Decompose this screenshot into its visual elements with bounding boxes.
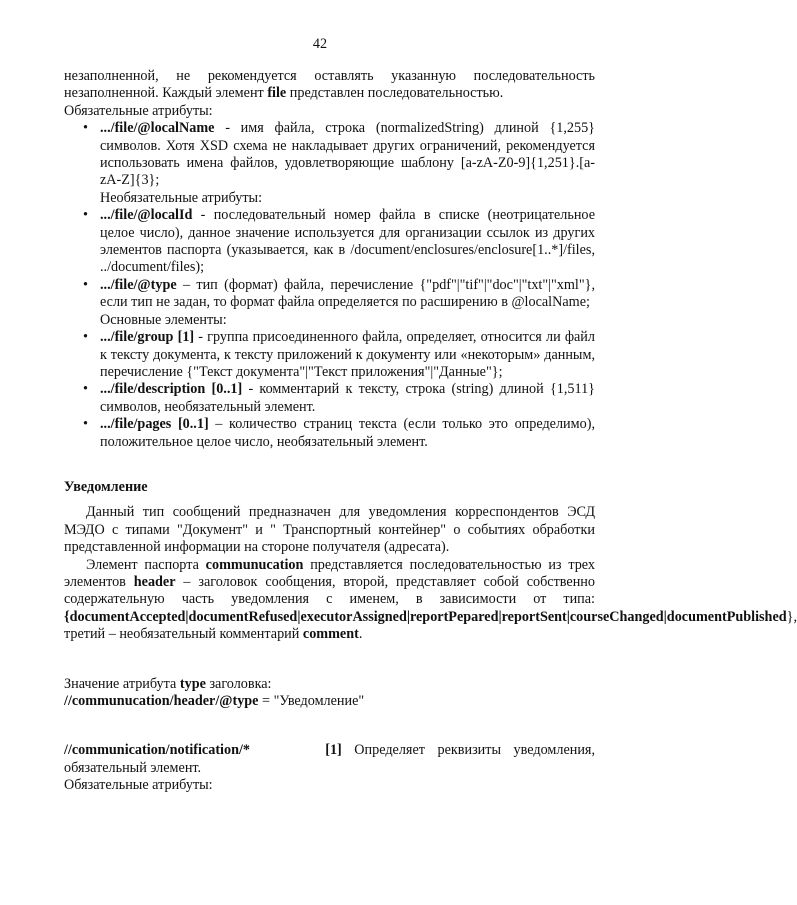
main-elements-label: Основные элементы: xyxy=(100,311,227,328)
list-item: • .../file/pages [0..1] – количество страниц текста (если только это определимо), положительное целое число, необязательный элемент. xyxy=(83,416,595,450)
bullet-icon: • xyxy=(83,416,88,433)
required-attributes-label-2: Обязательные атрибуты: xyxy=(64,777,213,794)
notification-paragraph: //communication/notification/* [1] Определяет реквизиты уведомления, обязательный элемент. xyxy=(64,742,596,776)
file-optional-attributes-list xyxy=(64,207,595,311)
section-title: Уведомление xyxy=(64,478,148,495)
type-value-paragraph: Значение атрибута type заголовка: xyxy=(64,675,272,692)
section-paragraph: Данный тип сообщений предназначен для уведомления корреспондентов ЭСД МЭДО с типами "Документ" и " Транспортный контейнер" о событиях обработки представленной информации на стороне получателя (адресата). xyxy=(64,504,595,556)
file-required-attributes-list xyxy=(64,120,595,190)
bullet-icon: • xyxy=(83,276,88,293)
communication-paragraph: Элемент паспорта communucation представляется последовательностью из трех элементов header – заголовок сообщения, второй, представляет собой собственно содержательную часть уведомления с именем, в зависимости от типа: {documentAccepted|documentRefused|executorAssigned|reportPepared|reportSent|courseChanged|documentPublished}, третий – необязательный комментарий comment. xyxy=(64,556,797,643)
type-path-line: //communucation/header/@type = "Уведомление" xyxy=(64,693,365,709)
optional-attributes-label: Необязательные атрибуты: xyxy=(100,189,263,206)
required-attributes-label: Обязательные атрибуты: xyxy=(64,102,213,119)
page-number: 42 xyxy=(312,36,328,52)
list-item: • .../file/description [0..1] - комментарий к тексту, строка (string) длиной {1,511} символов, необязательный элемент. xyxy=(83,381,595,415)
list-item: • .../file/group [1] - группа присоединенного файла, определяет, относится ли файл к тексту документа, к тексту приложений к документу или «некоторым» данным, перечисление {"Текст документа"|"Текст приложения"|"Данные"}; xyxy=(83,329,595,380)
list-item: • .../file/@localName - имя файла, строка (normalizedString) длиной {1,255} символов. Хотя XSD схема не накладывает других ограничений, рекомендуется использовать имена файлов, удовлетворяющие шаблону [a-zA-Z0-9]{1,251}.[a-zA-Z]{3}; xyxy=(83,120,595,189)
file-elements-list xyxy=(64,329,595,451)
bullet-icon: • xyxy=(83,381,88,398)
list-item: • .../file/@type – тип (формат) файла, перечисление {"pdf"|"tif"|"doc"|"txt"|"xml"}, если тип не задан, то формат файла определяется по расширению в @localName; xyxy=(83,276,595,311)
intro-paragraph: незаполненной, не рекомендуется оставлять указанную последовательность незаполненной. Каждый элемент file представлен последовательностью. xyxy=(64,68,595,102)
bullet-icon: • xyxy=(83,329,88,346)
bullet-icon: • xyxy=(83,207,88,224)
page-content xyxy=(64,68,797,795)
list-item: • .../file/@localId - последовательный номер файла в списке (неотрицательное целое число), данное значение используется для организации ссылок из других элементов паспорта (указывается, как в /document/enclosures/enclosure[1..*]/files, ../document/files); xyxy=(83,207,595,276)
bullet-icon: • xyxy=(83,120,88,137)
